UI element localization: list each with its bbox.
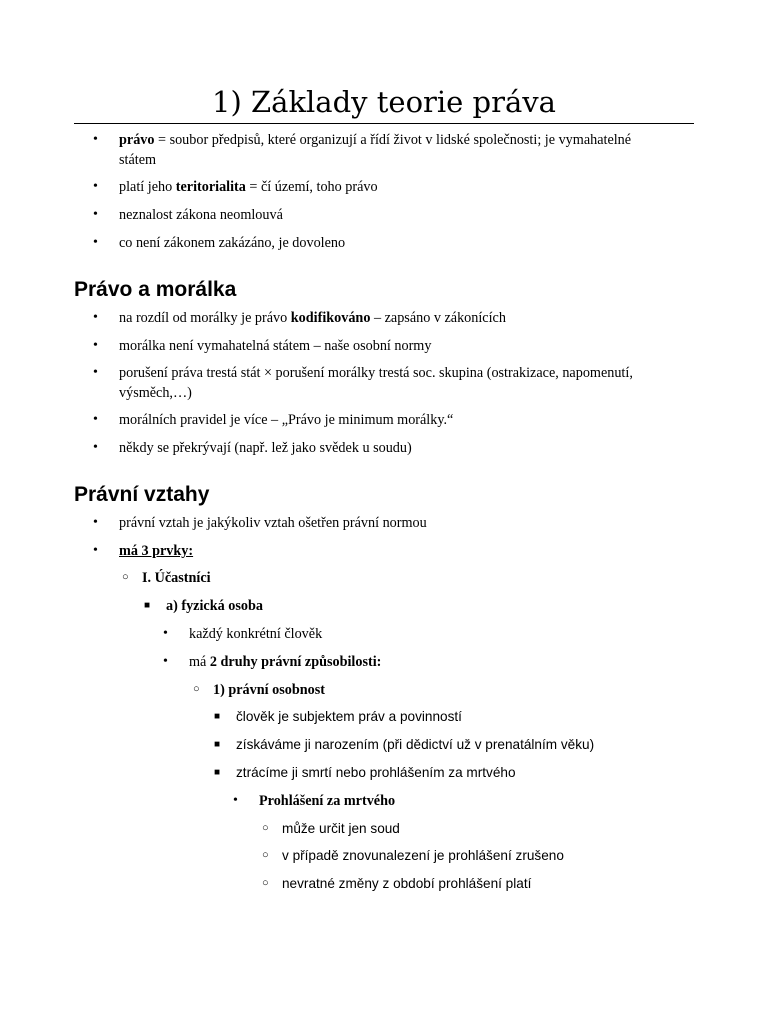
item-text-fyzicka-osoba: a) fyzická osoba bbox=[166, 598, 263, 614]
item-text: člověk je subjektem práv a povinností bbox=[236, 709, 462, 724]
item-text: nevratné změny z období prohlášení platí bbox=[282, 876, 532, 891]
bullet-disc: • bbox=[93, 515, 98, 530]
bullet-disc: • bbox=[163, 626, 168, 641]
bullet-circle: ○ bbox=[193, 683, 200, 695]
bullet-square: ■ bbox=[214, 711, 221, 722]
item-text: – zapsáno v zákonících bbox=[370, 310, 506, 326]
bullet-circle: ○ bbox=[122, 571, 129, 583]
bullet-circle: ○ bbox=[262, 877, 269, 889]
bullet-circle: ○ bbox=[262, 822, 269, 834]
term-teritorialita: teritorialita bbox=[175, 179, 246, 195]
document-title: 1) Základy teorie práva bbox=[212, 85, 556, 119]
bullet-square: ■ bbox=[214, 767, 221, 778]
item-text: neznalost zákona neomlouvá bbox=[119, 207, 283, 223]
bullet-square: ■ bbox=[144, 600, 151, 611]
item-text: ztrácíme ji smrtí nebo prohlášením za mrtvého bbox=[236, 765, 516, 780]
item-text: někdy se překrývají (např. lež jako svědek u soudu) bbox=[119, 440, 412, 456]
item-text: v případě znovunalezení je prohlášení zrušeno bbox=[282, 848, 564, 863]
item-text: může určit jen soud bbox=[282, 821, 400, 836]
term-pravo: právo bbox=[119, 132, 155, 148]
section-heading-pravo-a-moralka: Právo a morálka bbox=[74, 278, 237, 301]
item-text-prohlaseni: Prohlášení za mrtvého bbox=[259, 793, 396, 809]
item-text: = čí území, toho právo bbox=[245, 179, 378, 195]
item-text: právní vztah je jakýkoliv vztah ošetřen právní normou bbox=[119, 515, 427, 531]
bullet-disc: • bbox=[163, 654, 168, 669]
bullet-disc: • bbox=[233, 793, 238, 808]
bullet-disc: • bbox=[93, 179, 98, 194]
item-text: každý konkrétní člověk bbox=[189, 626, 323, 642]
item-text: porušení práva trestá stát × porušení morálky trestá soc. skupina (ostrakizace, napomenutí, bbox=[119, 365, 633, 381]
item-text: platí jeho bbox=[119, 179, 176, 195]
bullet-disc: • bbox=[93, 132, 98, 147]
bullet-circle: ○ bbox=[262, 849, 269, 861]
section-heading-pravni-vztahy: Právní vztahy bbox=[74, 483, 210, 506]
item-text: získáváme ji narozením (při dědictví už v prenatálním věku) bbox=[236, 737, 595, 752]
bullet-disc: • bbox=[93, 207, 98, 222]
bullet-disc: • bbox=[93, 235, 98, 250]
bullet-disc: • bbox=[93, 412, 98, 427]
item-text: = soubor předpisů, které organizují a řídí život v lidské společnosti; je vymahatelné bbox=[154, 132, 632, 148]
title-underline bbox=[74, 123, 694, 124]
item-text-pravni-osobnost: 1) právní osobnost bbox=[213, 682, 325, 698]
item-text-ucastnici: I. Účastníci bbox=[142, 570, 211, 586]
bullet-disc: • bbox=[93, 543, 98, 558]
item-text: na rozdíl od morálky je právo bbox=[119, 310, 291, 326]
item-text-continued: výsměch,…) bbox=[119, 385, 192, 401]
term-kodifikovano: kodifikováno bbox=[290, 310, 371, 326]
item-text: má bbox=[189, 654, 210, 670]
bullet-square: ■ bbox=[214, 739, 221, 750]
item-text: co není zákonem zakázáno, je dovoleno bbox=[119, 235, 346, 251]
bullet-disc: • bbox=[93, 338, 98, 353]
item-text-ma-3-prvky: má 3 prvky: bbox=[119, 543, 194, 559]
bullet-disc: • bbox=[93, 365, 98, 380]
item-text-bold: 2 druhy právní způsobilosti: bbox=[209, 654, 382, 670]
item-text-continued: státem bbox=[119, 152, 157, 168]
bullet-disc: • bbox=[93, 310, 98, 325]
bullet-disc: • bbox=[93, 440, 98, 455]
item-text: morálka není vymahatelná státem – naše osobní normy bbox=[119, 338, 432, 354]
item-text: morálních pravidel je více – „Právo je minimum morálky.“ bbox=[119, 412, 454, 428]
